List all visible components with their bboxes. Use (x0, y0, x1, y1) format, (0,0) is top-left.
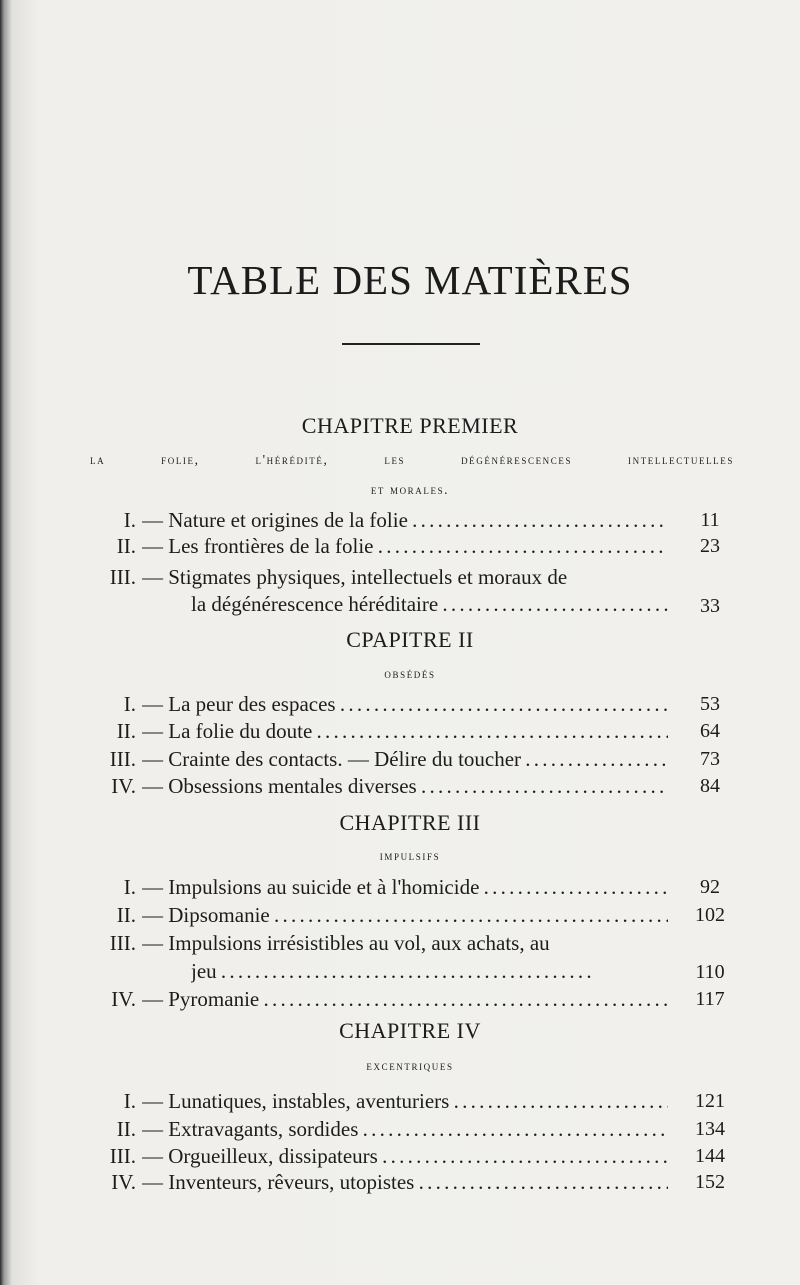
entry-continuation: jeu . . . (191, 957, 668, 985)
chapter-3-heading: CHAPITRE III (339, 810, 481, 835)
entry-number: II. (116, 534, 136, 558)
entry-page: 110 (695, 961, 725, 983)
entry-page: 134 (695, 1118, 725, 1140)
toc-entry (90, 1142, 740, 1170)
toc-entry (90, 1115, 740, 1143)
entry-title: — Inventeurs, rêveurs, utopistes . . . (142, 1168, 668, 1196)
toc-entry (90, 929, 740, 957)
entry-number: III. (109, 565, 136, 589)
page-title: TABLE DES MATIÈRES (187, 257, 633, 303)
entry-number: III. (109, 747, 136, 771)
chapter-2-heading: CPAPITRE II (346, 627, 474, 652)
entry-page: 23 (700, 535, 720, 557)
entry-page: 152 (695, 1171, 725, 1193)
chapter-4-subtitle: excentriques (366, 1058, 454, 1073)
entry-number: I. (123, 692, 136, 716)
chapter-1-subtitle-line2: et morales. (370, 482, 450, 497)
entry-title: — Les frontières de la folie . . . (142, 532, 668, 560)
toc-entry (90, 532, 740, 560)
toc-entry (90, 563, 740, 591)
entry-number: III. (109, 1144, 136, 1168)
toc-entry (90, 873, 740, 901)
entry-page: 121 (695, 1090, 725, 1112)
entry-title: — La peur des espaces . . . (142, 690, 668, 718)
entry-number: II. (116, 903, 136, 927)
chapter-1-subtitle-line1: la folie, l'hérédité, les dégénérescences intellectuelles (90, 452, 734, 467)
entry-page: 92 (700, 876, 720, 898)
toc-entry (90, 1168, 740, 1196)
chapter-3-subtitle: impulsifs (379, 848, 441, 863)
toc-entry (90, 745, 740, 773)
toc-entry (90, 506, 740, 534)
title-rule (342, 343, 480, 345)
entry-title: — Stigmates physiques, intellectuels et moraux de (142, 565, 568, 589)
entry-title: — Extravagants, sordides . . . (142, 1115, 668, 1143)
entry-title: — La folie du doute . . . (142, 717, 668, 745)
entry-title: — Orgueilleux, dissipateurs . . . (142, 1142, 668, 1170)
entry-title: — Dipsomanie . . . (142, 901, 668, 929)
entry-page: 117 (695, 988, 725, 1010)
entry-page: 73 (700, 748, 720, 770)
entry-title: — Pyromanie . . . (142, 985, 668, 1013)
entry-number: IV. (111, 1170, 136, 1194)
entry-title: — Impulsions au suicide et à l'homicide . . . (142, 873, 668, 901)
entry-title: — Obsessions mentales diverses . . . (142, 772, 668, 800)
entry-number: IV. (111, 987, 136, 1011)
entry-title: — Impulsions irrésistibles au vol, aux achats, au (142, 931, 550, 955)
entry-continuation: la dégénérescence héréditaire . . . (191, 590, 668, 618)
toc-entry (90, 901, 740, 929)
entry-number: I. (123, 508, 136, 532)
toc-entry (90, 985, 740, 1013)
entry-number: IV. (111, 774, 136, 798)
toc-entry (90, 772, 740, 800)
entry-page: 64 (700, 720, 720, 742)
entry-number: II. (116, 719, 136, 743)
entry-number: II. (116, 1117, 136, 1141)
entry-number: III. (109, 931, 136, 955)
chapter-4-heading: CHAPITRE IV (339, 1018, 481, 1043)
entry-page: 11 (700, 509, 720, 531)
entry-page: 102 (695, 904, 725, 926)
toc-entry (90, 690, 740, 718)
chapter-1-heading: CHAPITRE PREMIER (301, 413, 519, 438)
entry-title: — Nature et origines de la folie . . . (142, 506, 668, 534)
chapter-2-subtitle: obsédés (384, 666, 436, 681)
entry-number: I. (123, 875, 136, 899)
entry-title: — Crainte des contacts. — Délire du toucher . . . (142, 745, 668, 773)
toc-entry (90, 717, 740, 745)
entry-title: — Lunatiques, instables, aventuriers . . . (142, 1087, 668, 1115)
entry-page: 53 (700, 693, 720, 715)
toc-entry (90, 1087, 740, 1115)
entry-page: 144 (695, 1145, 725, 1167)
entry-page: 84 (700, 775, 720, 797)
entry-number: I. (123, 1089, 136, 1113)
entry-page: 33 (700, 595, 720, 617)
